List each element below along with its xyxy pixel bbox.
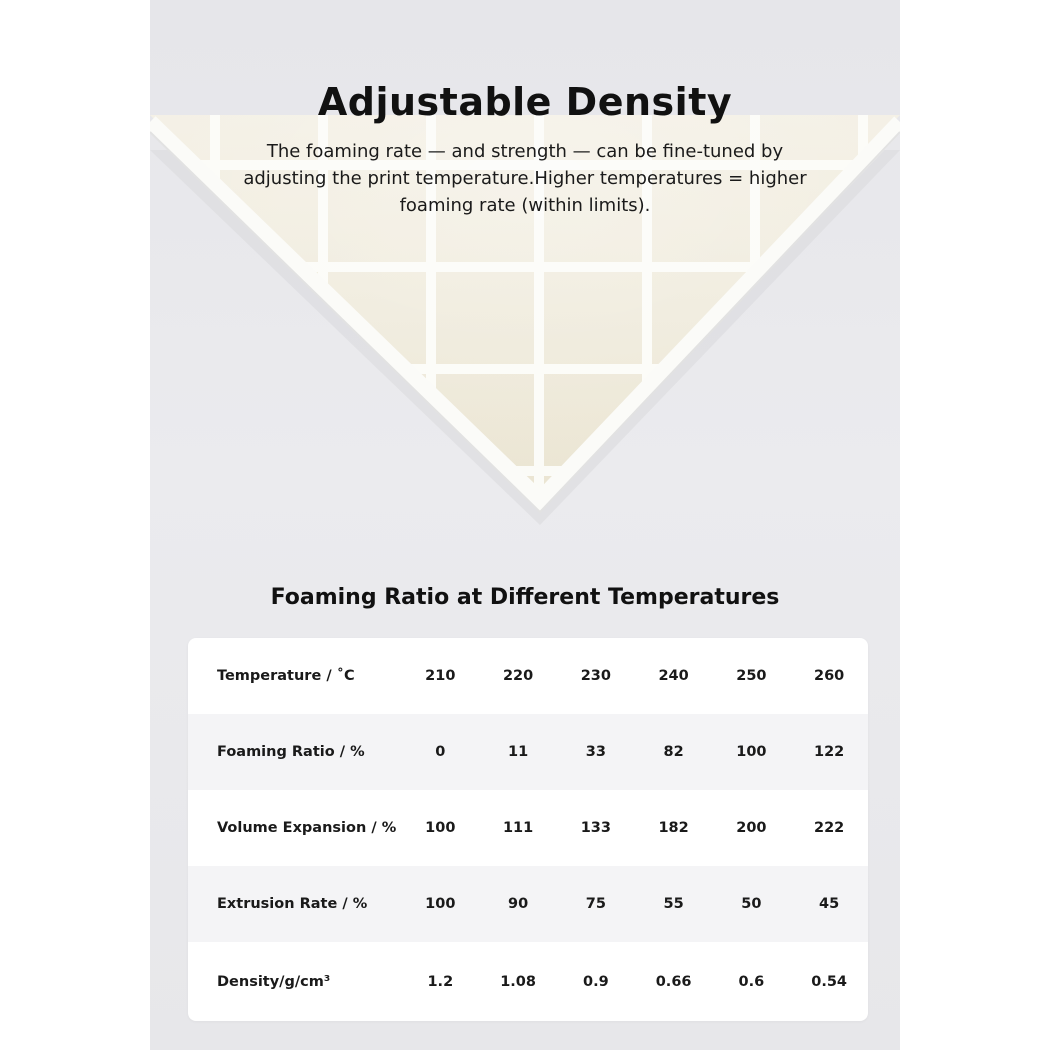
table-cell: 133 [580, 820, 611, 836]
table-cell: 260 [814, 668, 845, 684]
table-cell: 230 [580, 668, 611, 684]
table-cell: 11 [507, 744, 529, 760]
table-cell: 240 [658, 668, 689, 684]
foaming-ratio-table [188, 638, 868, 1021]
table-cell: 75 [585, 896, 606, 912]
table-cell: 122 [814, 744, 845, 760]
table-cell: 111 [502, 820, 534, 836]
hero-text [150, 80, 900, 219]
table-cell: 200 [736, 820, 767, 836]
table-row-extrusion-rate [188, 866, 868, 942]
table-cell: 0 [435, 744, 446, 760]
table-cell: 210 [425, 668, 456, 684]
row-label: Foaming Ratio / % [217, 744, 365, 760]
table-title: Foaming Ratio at Different Temperatures [270, 585, 780, 610]
table-cell: 90 [507, 896, 529, 912]
table-cell: 45 [819, 896, 840, 912]
table-cell: 1.2 [427, 973, 454, 990]
table-cell: 55 [663, 896, 684, 912]
table-cell: 222 [814, 820, 845, 836]
table-row-temperature [188, 638, 868, 714]
table-cell: 100 [425, 896, 456, 912]
row-label: Extrusion Rate / % [217, 896, 368, 912]
table-row-volume-expansion [188, 790, 868, 866]
table-cell: 100 [736, 744, 767, 760]
product-panel [150, 0, 900, 1050]
table-cell: 50 [741, 896, 762, 912]
table-cell: 82 [663, 744, 684, 760]
table-cell: 0.54 [811, 973, 848, 990]
page-subtitle: The foaming rate — and strength — can be fine-tuned by adjusting the print temperature.Higher temperatures = higher foaming rate (within limits). [243, 141, 807, 216]
row-label: Density/g/cm³ [217, 973, 331, 990]
table-cell: 0.66 [655, 973, 692, 990]
table-cell: 33 [585, 744, 606, 760]
table-cell: 100 [425, 820, 456, 836]
table-cell: 0.9 [583, 973, 609, 990]
table-cell: 250 [736, 668, 767, 684]
table-row-density [188, 942, 868, 1021]
table-row-foaming-ratio [188, 714, 868, 790]
row-label: Volume Expansion / % [217, 820, 397, 836]
row-label: Temperature / ˚C [217, 668, 355, 684]
table-cell: 182 [658, 820, 689, 836]
table-cell: 1.08 [500, 973, 536, 990]
table-cell: 220 [502, 668, 534, 684]
hero-section [150, 0, 900, 560]
table-cell: 0.6 [738, 973, 765, 990]
page-title: Adjustable Density [317, 80, 733, 124]
